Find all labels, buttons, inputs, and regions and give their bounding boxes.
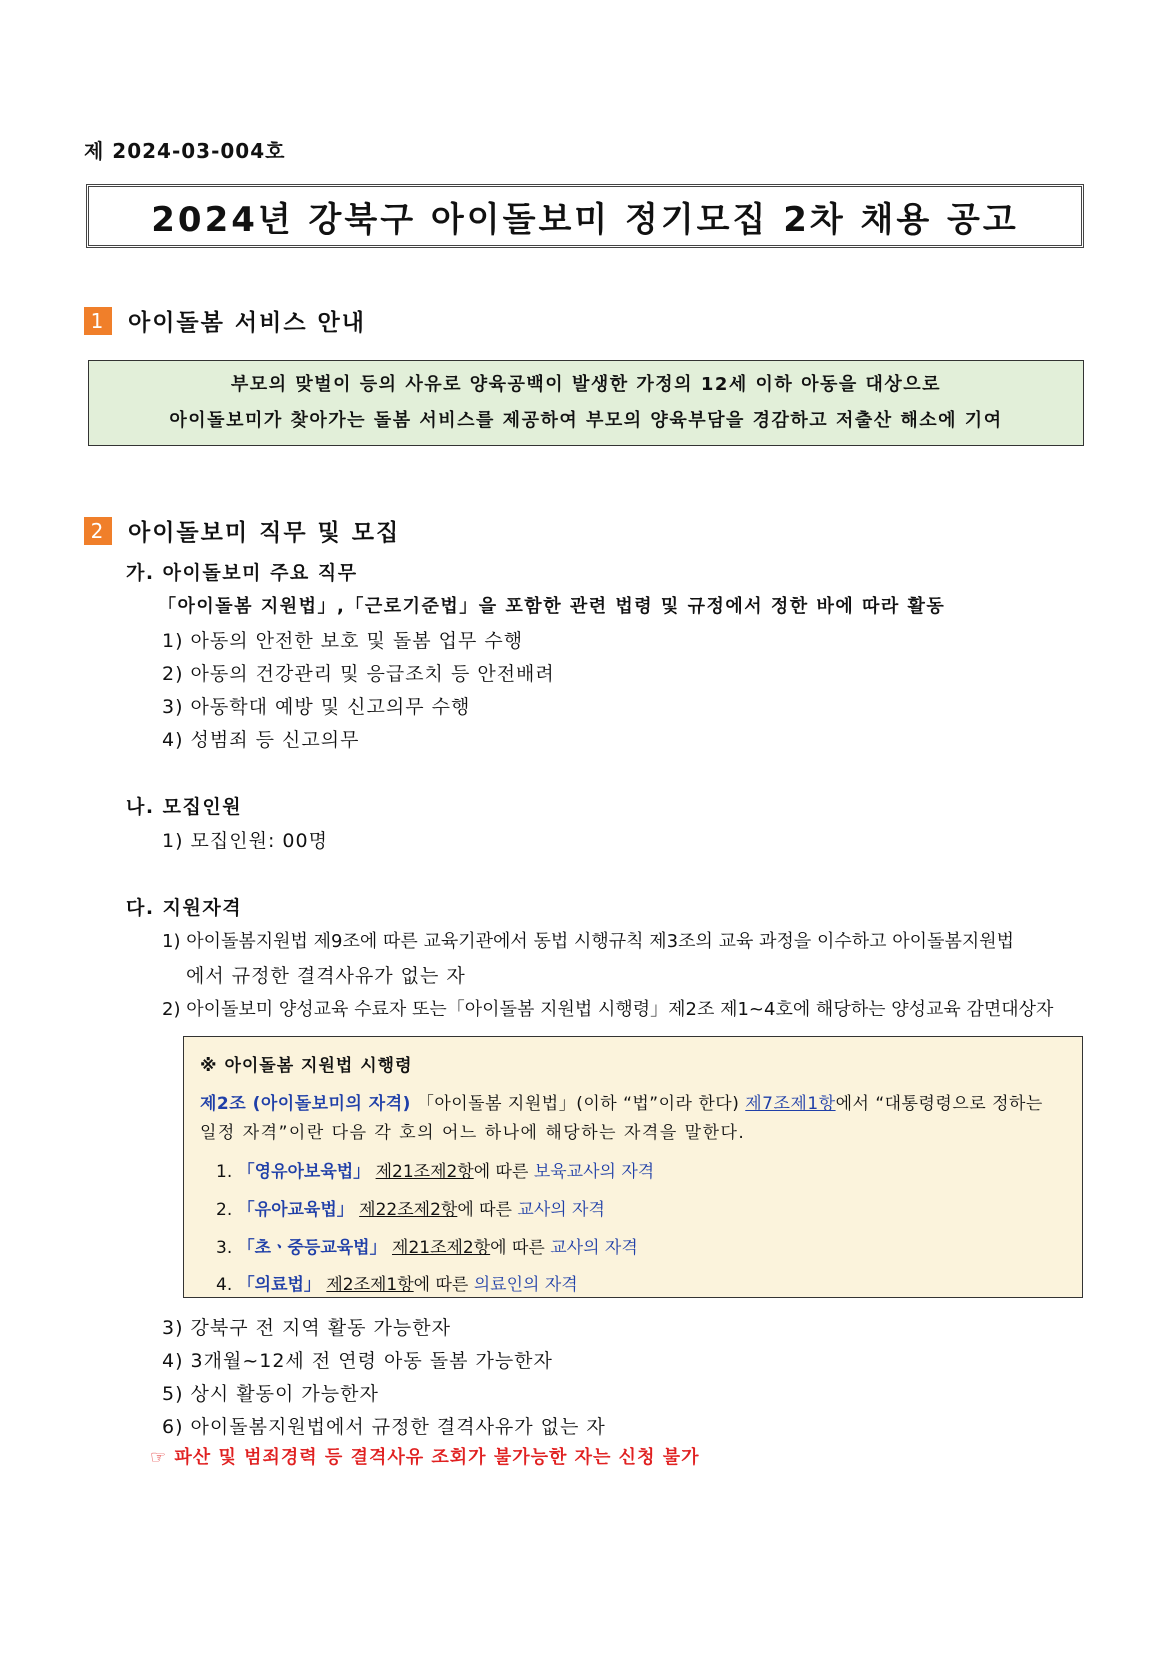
law-row (216, 1195, 605, 1220)
law-row (216, 1233, 638, 1258)
row-text: 에 따른 (490, 1238, 551, 1258)
list-item: 2) 아이돌보미 양성교육 수료자 또는「아이돌봄 지원법 시행령」제2조 제1~4호에 해당하는 양성교육 감면대상자 (162, 999, 1054, 1020)
list-item-continuation: 에서 규정한 결격사유가 없는 자 (186, 965, 466, 987)
law-name: 「유아교육법」 (237, 1200, 354, 1220)
article-text: 에서 “대통령령으로 정하는 (835, 1094, 1043, 1114)
duties-intro: 「아이돌봄 지원법」,「근로기준법」을 포함한 관련 법령 및 규정에서 정한 바에 따라 활동 (158, 596, 946, 617)
qualification: 의료인의 자격 (473, 1275, 578, 1295)
list-item: 5) 상시 활동이 가능한자 (162, 1383, 379, 1405)
page-title: 2024년 강북구 아이돌보미 정기모집 2차 채용 공고 (151, 199, 1019, 240)
row-text: 에 따른 (457, 1200, 518, 1220)
row-number: 3. (216, 1238, 233, 1258)
list-item: 3) 강북구 전 지역 활동 가능한자 (162, 1317, 451, 1339)
law-excerpt-box (183, 1036, 1083, 1298)
summary-line: 부모의 맞벌이 등의 사유로 양육공백이 발생한 가정의 12세 이하 아동을 대상으로 (230, 374, 942, 395)
list-item: 1) 아이돌봄지원법 제9조에 따른 교육기관에서 동법 시행규칙 제3조의 교육 과정을 이수하고 아이돌봄지원법 (162, 931, 1014, 952)
section-title: 아이돌보미 직무 및 모집 (128, 520, 401, 546)
law-row (216, 1270, 578, 1295)
warning-note: ☞ 파산 및 범죄경력 등 결격사유 조회가 불가능한 자는 신청 불가 (150, 1447, 700, 1468)
row-text: 에 따른 (473, 1162, 534, 1182)
law-article-line-2: 일정 자격”이란 다음 각 호의 어느 하나에 해당하는 자격을 말한다. (200, 1123, 746, 1143)
subsection-ga-title: 가. 아이돌보미 주요 직무 (126, 562, 358, 584)
title-box (86, 184, 1084, 248)
law-row (216, 1157, 654, 1182)
article-link[interactable]: 제21조제2항 (392, 1238, 491, 1258)
list-item: 2) 아동의 건강관리 및 응급조치 등 안전배려 (162, 663, 555, 685)
section-number-badge: 1 (84, 307, 112, 335)
section-1-heading (84, 304, 366, 337)
law-box-header: ※ 아이돌봄 지원법 시행령 (200, 1056, 413, 1076)
summary-line: 아이돌보미가 찾아가는 돌봄 서비스를 제공하여 부모의 양육부담을 경감하고 저출산 해소에 기여 (169, 410, 1003, 431)
section-number-badge: 2 (84, 517, 112, 545)
service-summary-box (88, 360, 1084, 446)
article-link[interactable]: 제22조제2항 (359, 1200, 458, 1220)
row-number: 1. (216, 1162, 233, 1182)
section-2-heading (84, 514, 400, 547)
row-number: 4. (216, 1275, 233, 1295)
list-item: 4) 3개월~12세 전 연령 아동 돌봄 가능한자 (162, 1350, 553, 1372)
law-article-line (200, 1089, 1043, 1114)
qualification: 보육교사의 자격 (533, 1162, 655, 1182)
law-name: 「의료법」 (237, 1275, 321, 1295)
list-item: 3) 아동학대 예방 및 신고의무 수행 (162, 696, 471, 718)
list-item: 4) 성범죄 등 신고의무 (162, 729, 360, 751)
list-item: 1) 모집인원: 00명 (162, 830, 328, 852)
article-title: 제2조 (아이돌보미의 자격) (200, 1094, 411, 1114)
subsection-da-title: 다. 지원자격 (126, 897, 243, 919)
list-item: 6) 아이돌봄지원법에서 규정한 결격사유가 없는 자 (162, 1416, 606, 1438)
document-number: 제 2024-03-004호 (84, 139, 286, 163)
law-name: 「초ㆍ중등교육법」 (237, 1238, 387, 1258)
law-name: 「영유아보육법」 (237, 1162, 371, 1182)
row-text: 에 따른 (413, 1275, 474, 1295)
qualification: 교사의 자격 (550, 1238, 638, 1258)
article-link[interactable]: 제21조제2항 (375, 1162, 474, 1182)
article-link[interactable]: 제7조제1항 (745, 1094, 836, 1114)
list-item: 1) 아동의 안전한 보호 및 돌봄 업무 수행 (162, 630, 524, 652)
section-title: 아이돌봄 서비스 안내 (128, 310, 366, 336)
qualification: 교사의 자격 (517, 1200, 605, 1220)
article-text: 「아이돌봄 지원법」(이하 “법”이라 한다) (410, 1094, 746, 1114)
article-link[interactable]: 제2조제1항 (326, 1275, 414, 1295)
row-number: 2. (216, 1200, 233, 1220)
subsection-na-title: 나. 모집인원 (126, 796, 243, 818)
